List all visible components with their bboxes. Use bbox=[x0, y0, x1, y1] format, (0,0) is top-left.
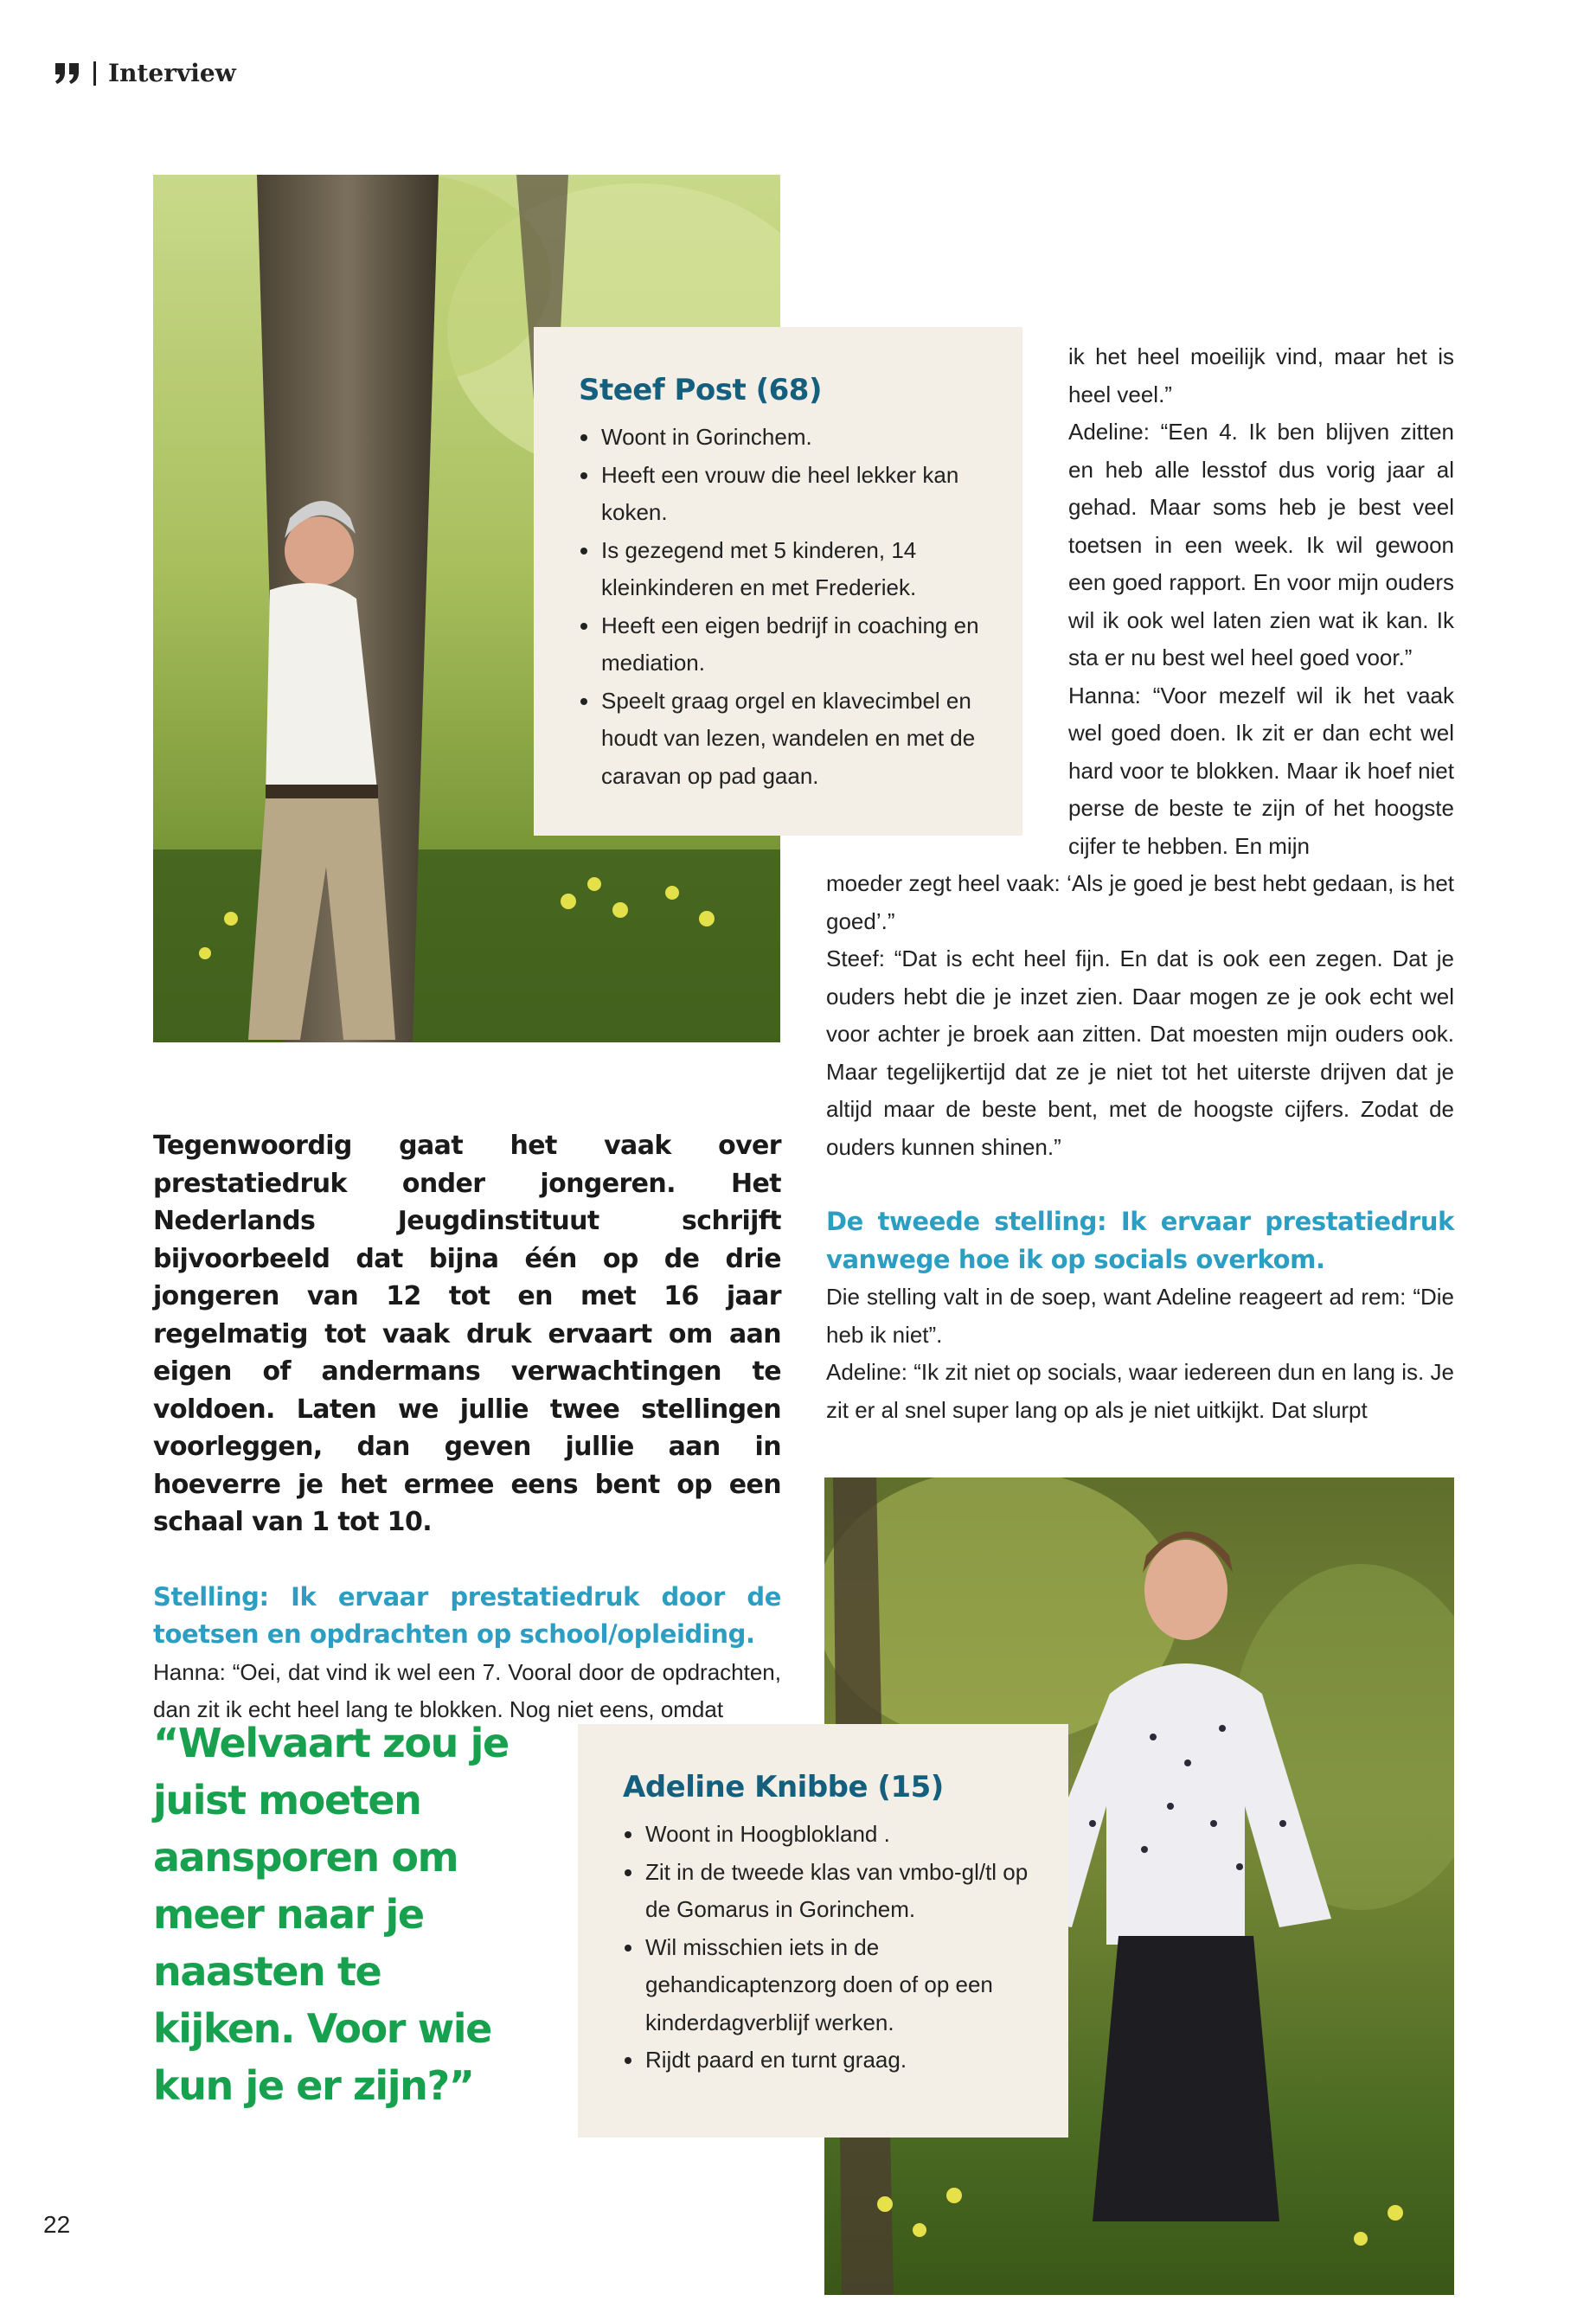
text-column-right-upper bbox=[1068, 338, 1454, 865]
paragraph: Die stelling valt in de soep, want Adeline reageert ad rem: “Die heb ik niet”. bbox=[826, 1284, 1454, 1348]
profile-facts bbox=[623, 1816, 1034, 2080]
text-column-left bbox=[153, 1127, 781, 1729]
paragraph: ik het heel moeilijk vind, maar het is heel veel.” bbox=[1068, 343, 1454, 407]
section-label: Interview bbox=[108, 59, 236, 87]
page-header bbox=[54, 59, 236, 87]
paragraph: Adeline: “Een 4. Ik ben blijven zitten en heb alle lesstof dus vorig jaar al gehad. Maar soms heb je best veel toetsen in een week. Ik wil gewoon een goed rapport. En voor mijn ouders wil ik ook wel laten zien wat ik kan. Ik sta er nu best wel heel goed voor.” bbox=[1068, 419, 1454, 670]
text-column-right bbox=[826, 865, 1454, 1429]
paragraph: Adeline: “Ik zit niet op socials, waar iedereen dun en lang is. Je zit er al snel super lang op als je niet uitkijkt. Dat slurpt bbox=[826, 1359, 1454, 1423]
list-item: Woont in Gorinchem. bbox=[579, 419, 988, 457]
pull-quote: “Welvaart zou je juist moeten aansporen om meer naar je naasten te kijken. Voor wie kun je er zijn?” bbox=[153, 1720, 509, 2109]
paragraph: Steef: “Dat is echt heel fijn. En dat is ook een zegen. Dat je ouders hebt die je inzet zien. Daar mogen ze je ook echt wel voor achter je broek aan zitten. Dat moesten mijn ouders ook. Maar tegelijkertijd dat ze je niet tot het uiterste drijven dat je altijd maar de beste bent, met de hoogste cijfers. Zodat de ouders kunnen shinen.” bbox=[826, 945, 1454, 1160]
page-number: 22 bbox=[43, 2211, 71, 2238]
quote-icon bbox=[54, 61, 81, 86]
list-item: Heeft een eigen bedrijf in coaching en mediation. bbox=[579, 607, 988, 683]
info-box-adeline bbox=[578, 1724, 1068, 2138]
list-item: Speelt graag orgel en klavecimbel en houdt van lezen, wandelen en met de caravan op pad gaan. bbox=[579, 683, 988, 796]
profile-name: Steef Post (68) bbox=[579, 373, 822, 407]
list-item: Wil misschien iets in de gehandicaptenzorg doen of op een kinderdagverblijf werken. bbox=[623, 1929, 1034, 2042]
profile-name: Adeline Knibbe (15) bbox=[623, 1770, 944, 1804]
list-item: Rijdt paard en turnt graag. bbox=[623, 2041, 1034, 2080]
info-box-steef bbox=[534, 327, 1022, 836]
list-item: Zit in de tweede klas van vmbo-gl/tl op de Gomarus in Gorinchem. bbox=[623, 1854, 1034, 1929]
section-heading: Stelling: Ik ervaar prestatiedruk door de toetsen en opdrachten op school/opleiding. bbox=[153, 1581, 781, 1649]
paragraph: Hanna: “Oei, dat vind ik wel een 7. Vooral door de opdrachten, dan zit ik echt heel lang te blokken. Nog niet eens, omdat bbox=[153, 1658, 781, 1722]
header-divider bbox=[93, 61, 96, 86]
paragraph: moeder zegt heel vaak: ‘Als je goed je best hebt gedaan, is het goed’.” bbox=[826, 870, 1454, 934]
list-item: Heeft een vrouw die heel lekker kan koken. bbox=[579, 457, 988, 532]
list-item: Woont in Hoogblokland . bbox=[623, 1816, 1034, 1854]
section-heading: De tweede stelling: Ik ervaar prestatiedruk vanwege hoe ik op socials overkom. bbox=[826, 1207, 1454, 1274]
intro-paragraph: Tegenwoordig gaat het vaak over prestatiedruk onder jongeren. Het Nederlands Jeugdinstituut schrijft bijvoorbeeld dat bijna één op de drie jongeren van 12 tot en met 16 jaar regelmatig tot vaak druk ervaart om aan eigen of andermans verwachtingen te voldoen. Laten we jullie twee stellingen voorleggen, dan geven jullie aan in hoeverre je het ermee eens bent op een schaal van 1 tot 10. bbox=[153, 1131, 781, 1537]
paragraph: Hanna: “Voor mezelf wil ik het vaak wel goed doen. Ik zit er dan echt wel hard voor te blokken. Maar ik hoef niet perse de beste te zijn of het hoogste cijfer te hebben. En mijn bbox=[1068, 682, 1454, 859]
list-item: Is gezegend met 5 kinderen, 14 kleinkinderen en met Frederiek. bbox=[579, 532, 988, 607]
profile-facts bbox=[579, 419, 988, 795]
